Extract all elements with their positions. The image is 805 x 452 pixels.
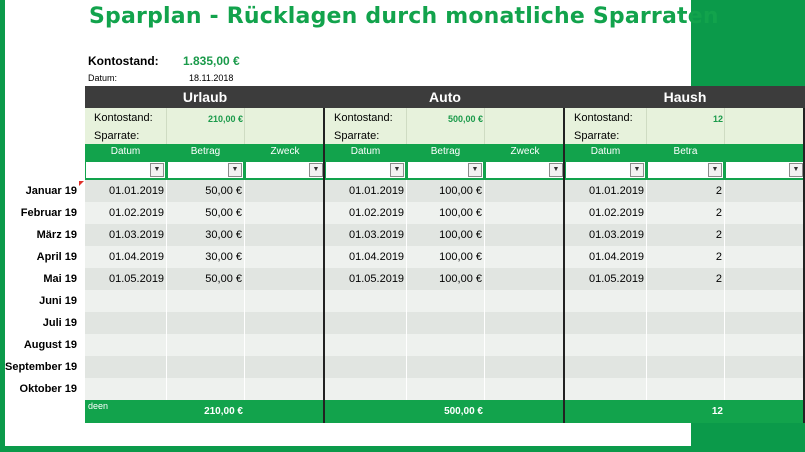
zweck-cell[interactable] <box>487 246 563 268</box>
cell-divider <box>406 312 407 334</box>
table-row <box>325 180 565 202</box>
data-rows <box>325 180 565 400</box>
cell-divider <box>166 334 167 356</box>
betrag-cell[interactable] <box>647 312 722 334</box>
cell-divider <box>646 334 647 356</box>
cell-divider <box>646 268 647 290</box>
comment-indicator <box>79 181 84 186</box>
info-divider <box>244 108 245 144</box>
table-row <box>85 378 325 400</box>
datum-cell[interactable]: 01.05.2019 <box>589 273 645 285</box>
block-kontostand-label: Kontostand: <box>334 112 393 124</box>
spreadsheet <box>5 0 800 446</box>
cell-divider <box>484 224 485 246</box>
zweck-cell[interactable] <box>247 378 323 400</box>
filter-cell[interactable] <box>246 162 324 178</box>
table-row <box>325 312 565 334</box>
betrag-cell[interactable]: 2 <box>715 273 722 285</box>
zweck-cell[interactable] <box>247 290 323 312</box>
zweck-cell[interactable] <box>247 334 323 356</box>
column-header: Datum <box>350 146 381 157</box>
cell-divider <box>646 312 647 334</box>
block-kontostand-value[interactable]: 500,00 € <box>447 114 483 124</box>
table-row <box>325 246 565 268</box>
info-divider <box>724 108 725 144</box>
datum-cell[interactable]: 01.01.2019 <box>109 185 165 197</box>
table-row <box>85 312 325 334</box>
betrag-cell[interactable]: 100,00 € <box>439 229 482 241</box>
cell-divider <box>406 202 407 224</box>
zweck-cell[interactable] <box>247 202 323 224</box>
column-headers <box>565 144 805 160</box>
chevron-down-icon[interactable]: ▼ <box>390 163 404 177</box>
cell-divider <box>244 180 245 202</box>
total-row <box>85 400 325 423</box>
zweck-cell[interactable] <box>247 180 323 202</box>
zweck-cell[interactable] <box>727 224 803 246</box>
datum-cell[interactable]: 01.02.2019 <box>589 207 645 219</box>
zweck-cell[interactable] <box>727 180 803 202</box>
month-label: Januar 19 <box>25 185 77 197</box>
filter-cell[interactable] <box>86 162 165 178</box>
zweck-cell[interactable] <box>487 290 563 312</box>
block-header: Haush <box>565 86 805 108</box>
block-info <box>85 108 325 144</box>
block-kontostand-label: Kontostand: <box>574 112 633 124</box>
datum-value: 18.11.2018 <box>189 73 234 83</box>
betrag-cell[interactable] <box>407 290 482 312</box>
cell-divider <box>484 268 485 290</box>
savings-block-1 <box>325 86 565 423</box>
cell-divider <box>244 202 245 224</box>
cell-divider <box>244 224 245 246</box>
cell-divider <box>166 246 167 268</box>
datum-cell[interactable]: 01.04.2019 <box>589 251 645 263</box>
total-extra-text: deen <box>88 401 109 411</box>
datum-cell[interactable]: 01.02.2019 <box>349 207 405 219</box>
table-row <box>565 356 805 378</box>
cell-divider <box>646 224 647 246</box>
total-value: 210,00 € <box>204 406 243 417</box>
table-row <box>565 202 805 224</box>
info-divider <box>166 108 167 144</box>
block-header: Auto <box>325 86 565 108</box>
cell-divider <box>724 246 725 268</box>
chevron-down-icon[interactable]: ▼ <box>309 163 323 177</box>
chevron-down-icon[interactable]: ▼ <box>228 163 242 177</box>
zweck-cell[interactable] <box>487 202 563 224</box>
chevron-down-icon[interactable]: ▼ <box>708 163 722 177</box>
column-header: Zweck <box>270 146 300 157</box>
cell-divider <box>646 290 647 312</box>
filter-cell[interactable] <box>566 162 645 178</box>
data-rows <box>565 180 805 400</box>
betrag-cell[interactable] <box>407 356 482 378</box>
month-label: Oktober 19 <box>19 383 77 395</box>
column-header: Datum <box>110 146 141 157</box>
betrag-cell[interactable]: 2 <box>715 251 722 263</box>
chevron-down-icon[interactable]: ▼ <box>150 163 164 177</box>
block-sparrate-label: Sparrate: <box>574 130 620 142</box>
data-rows <box>85 180 325 400</box>
cell-divider <box>484 180 485 202</box>
datum-cell[interactable]: 01.04.2019 <box>109 251 165 263</box>
savings-block-2 <box>565 86 805 423</box>
cell-divider <box>166 180 167 202</box>
filter-cell[interactable] <box>326 162 405 178</box>
zweck-cell[interactable] <box>487 268 563 290</box>
chevron-down-icon[interactable]: ▼ <box>549 163 563 177</box>
month-labels <box>5 180 77 400</box>
filter-row <box>325 160 565 180</box>
zweck-cell[interactable] <box>727 334 803 356</box>
datum-cell[interactable]: 01.05.2019 <box>349 273 405 285</box>
zweck-cell[interactable] <box>487 334 563 356</box>
zweck-cell[interactable] <box>727 268 803 290</box>
column-headers <box>85 144 325 160</box>
cell-divider <box>406 180 407 202</box>
table-row <box>565 290 805 312</box>
cell-divider <box>166 202 167 224</box>
table-row <box>565 246 805 268</box>
betrag-cell[interactable]: 2 <box>715 207 722 219</box>
betrag-cell[interactable]: 2 <box>715 229 722 241</box>
kontostand-value: 1.835,00 € <box>183 54 240 68</box>
filter-cell[interactable] <box>486 162 564 178</box>
table-row <box>85 202 325 224</box>
block-sparrate-label: Sparrate: <box>334 130 380 142</box>
month-label: Februar 19 <box>20 207 77 219</box>
datum-cell[interactable]: 01.04.2019 <box>349 251 405 263</box>
cell-divider <box>406 290 407 312</box>
filter-cell[interactable] <box>648 162 723 178</box>
betrag-cell[interactable] <box>407 334 482 356</box>
column-header: Betrag <box>430 146 461 157</box>
info-divider <box>484 108 485 144</box>
cell-divider <box>406 356 407 378</box>
betrag-cell[interactable]: 30,00 € <box>205 251 242 263</box>
cell-divider <box>646 202 647 224</box>
cell-divider <box>646 356 647 378</box>
block-header: Urlaub <box>85 86 325 108</box>
cell-divider <box>406 246 407 268</box>
column-header: Datum <box>590 146 621 157</box>
zweck-cell[interactable] <box>487 180 563 202</box>
zweck-cell[interactable] <box>727 290 803 312</box>
zweck-cell[interactable] <box>487 224 563 246</box>
cell-divider <box>484 334 485 356</box>
savings-block-0 <box>85 86 325 423</box>
cell-divider <box>244 334 245 356</box>
filter-cell[interactable] <box>726 162 804 178</box>
zweck-cell[interactable] <box>727 378 803 400</box>
zweck-cell[interactable] <box>487 356 563 378</box>
chevron-down-icon[interactable]: ▼ <box>468 163 482 177</box>
cell-divider <box>724 356 725 378</box>
cell-divider <box>166 356 167 378</box>
zweck-cell[interactable] <box>727 246 803 268</box>
table-row <box>565 180 805 202</box>
table-row <box>325 268 565 290</box>
cell-divider <box>406 334 407 356</box>
betrag-cell[interactable] <box>167 312 242 334</box>
betrag-cell[interactable] <box>407 312 482 334</box>
cell-divider <box>166 268 167 290</box>
betrag-cell[interactable]: 50,00 € <box>205 273 242 285</box>
cell-divider <box>724 202 725 224</box>
cell-divider <box>166 312 167 334</box>
block-kontostand-value[interactable]: 210,00 € <box>207 114 243 124</box>
month-label: Juli 19 <box>42 317 77 329</box>
cell-divider <box>646 246 647 268</box>
betrag-cell[interactable] <box>167 356 242 378</box>
cell-divider <box>244 290 245 312</box>
total-row <box>325 400 565 423</box>
zweck-cell[interactable] <box>247 224 323 246</box>
table-row <box>325 224 565 246</box>
table-row <box>565 334 805 356</box>
kontostand-label: Kontostand: <box>88 54 159 68</box>
block-info <box>565 108 805 144</box>
betrag-cell[interactable]: 50,00 € <box>205 207 242 219</box>
chevron-down-icon[interactable]: ▼ <box>789 163 803 177</box>
cell-divider <box>244 378 245 400</box>
cell-divider <box>244 312 245 334</box>
column-header: Betra <box>673 146 698 157</box>
datum-label: Datum: <box>88 73 118 83</box>
betrag-cell[interactable]: 2 <box>715 185 722 197</box>
total-value: 500,00 € <box>444 406 483 417</box>
betrag-cell[interactable] <box>647 378 722 400</box>
cell-divider <box>166 378 167 400</box>
filter-cell[interactable] <box>408 162 483 178</box>
info-divider <box>406 108 407 144</box>
table-row <box>85 290 325 312</box>
info-divider <box>646 108 647 144</box>
cell-divider <box>244 246 245 268</box>
table-row <box>565 268 805 290</box>
cell-divider <box>724 268 725 290</box>
month-label: August 19 <box>23 339 77 351</box>
block-sparrate-label: Sparrate: <box>94 130 140 142</box>
total-row <box>565 400 805 423</box>
table-row <box>565 224 805 246</box>
cell-divider <box>724 312 725 334</box>
column-header: Zweck <box>510 146 540 157</box>
zweck-cell[interactable] <box>727 356 803 378</box>
cell-divider <box>406 378 407 400</box>
betrag-cell[interactable]: 30,00 € <box>205 229 242 241</box>
zweck-cell[interactable] <box>727 202 803 224</box>
column-header: Betrag <box>190 146 221 157</box>
datum-cell[interactable]: 01.03.2019 <box>109 229 165 241</box>
cell-divider <box>724 224 725 246</box>
cell-divider <box>646 378 647 400</box>
table-row <box>85 334 325 356</box>
cell-divider <box>406 268 407 290</box>
table-row <box>325 356 565 378</box>
cell-divider <box>484 378 485 400</box>
zweck-cell[interactable] <box>247 246 323 268</box>
page-title: Sparplan - Rücklagen durch monatliche Sparraten <box>89 4 719 29</box>
datum-cell[interactable]: 01.03.2019 <box>589 229 645 241</box>
table-row <box>85 268 325 290</box>
table-row <box>325 290 565 312</box>
datum-cell[interactable]: 01.03.2019 <box>349 229 405 241</box>
table-row <box>565 378 805 400</box>
betrag-cell[interactable] <box>647 356 722 378</box>
filter-row <box>85 160 325 180</box>
chevron-down-icon[interactable]: ▼ <box>630 163 644 177</box>
betrag-cell[interactable]: 100,00 € <box>439 185 482 197</box>
column-headers <box>325 144 565 160</box>
cell-divider <box>646 180 647 202</box>
cell-divider <box>244 356 245 378</box>
cell-divider <box>724 334 725 356</box>
cell-divider <box>484 356 485 378</box>
betrag-cell[interactable] <box>167 290 242 312</box>
cell-divider <box>484 202 485 224</box>
month-label: April 19 <box>36 251 77 263</box>
cell-divider <box>484 312 485 334</box>
betrag-cell[interactable]: 100,00 € <box>439 251 482 263</box>
table-row <box>85 224 325 246</box>
betrag-cell[interactable] <box>647 290 722 312</box>
cell-divider <box>166 290 167 312</box>
cell-divider <box>724 290 725 312</box>
cell-divider <box>406 224 407 246</box>
month-label: Mai 19 <box>43 273 77 285</box>
cell-divider <box>166 224 167 246</box>
month-label: Juni 19 <box>39 295 77 307</box>
block-kontostand-label: Kontostand: <box>94 112 153 124</box>
table-row <box>565 312 805 334</box>
betrag-cell[interactable]: 100,00 € <box>439 207 482 219</box>
zweck-cell[interactable] <box>247 268 323 290</box>
cell-divider <box>484 246 485 268</box>
zweck-cell[interactable] <box>247 312 323 334</box>
block-kontostand-value[interactable]: 12 <box>712 114 723 124</box>
zweck-cell[interactable] <box>727 312 803 334</box>
betrag-cell[interactable] <box>647 334 722 356</box>
zweck-cell[interactable] <box>487 312 563 334</box>
cell-divider <box>244 268 245 290</box>
betrag-cell[interactable] <box>167 378 242 400</box>
block-info <box>325 108 565 144</box>
table-row <box>85 180 325 202</box>
filter-cell[interactable] <box>168 162 243 178</box>
month-label: September 19 <box>5 361 78 373</box>
total-value: 12 <box>711 406 723 417</box>
zweck-cell[interactable] <box>247 356 323 378</box>
month-label: März 19 <box>36 229 77 241</box>
filter-row <box>565 160 805 180</box>
datum-cell[interactable]: 01.01.2019 <box>589 185 645 197</box>
cell-divider <box>724 378 725 400</box>
zweck-cell[interactable] <box>487 378 563 400</box>
betrag-cell[interactable]: 50,00 € <box>205 185 242 197</box>
table-row <box>325 334 565 356</box>
betrag-cell[interactable] <box>167 334 242 356</box>
datum-cell[interactable]: 01.05.2019 <box>109 273 165 285</box>
betrag-cell[interactable] <box>407 378 482 400</box>
cell-divider <box>484 290 485 312</box>
table-row <box>85 356 325 378</box>
table-row <box>325 202 565 224</box>
cell-divider <box>724 180 725 202</box>
table-row <box>325 378 565 400</box>
datum-cell[interactable]: 01.02.2019 <box>109 207 165 219</box>
betrag-cell[interactable]: 100,00 € <box>439 273 482 285</box>
datum-cell[interactable]: 01.01.2019 <box>349 185 405 197</box>
table-row <box>85 246 325 268</box>
